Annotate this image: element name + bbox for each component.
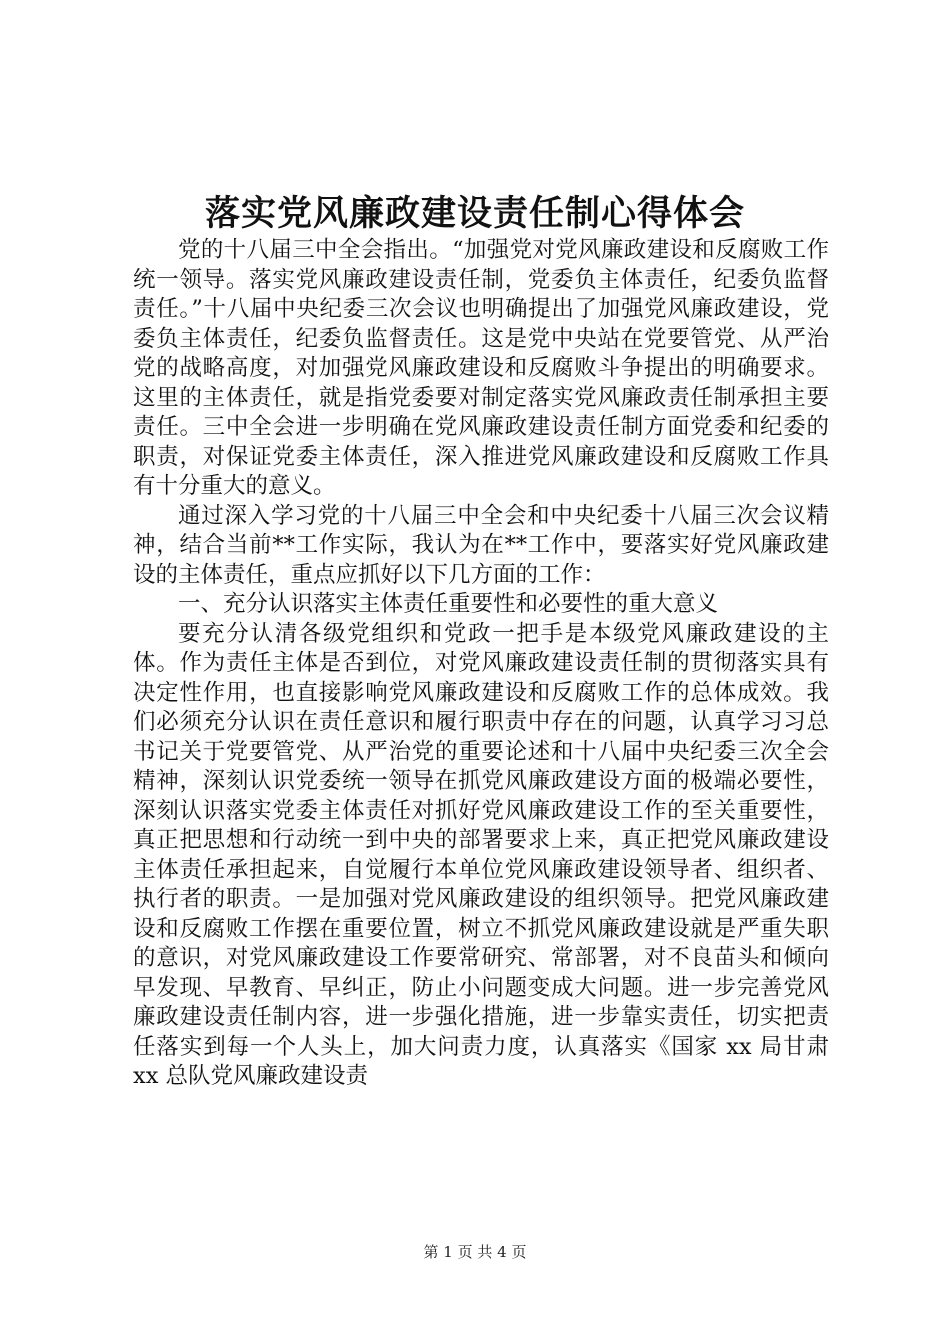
paragraph: 要充分认清各级党组织和党政一把手是本级党风廉政建设的主体。作为责任主体是否到位，对党风廉政建设责任制的贯彻落实具有决定性作用，也直接影响党风廉政建设和反腐败工作的总体成效。我们必须充分认识在责任意识和履行职责中存在的问题，认真学习习总书记关于党要管党、从严治党的重要论述和十八届中央纪委三次全会精神，深刻认识党委统一领导在抓党风廉政建设方面的极端必要性，深刻认识落实党委主体责任对抓好党风廉政建设工作的至关重要性，真正把思想和行动统一到中央的部署要求上来，真正把党风廉政建设主体责任承担起来，自觉履行本单位党风廉政建设领导者、组织者、执行者的职责。一是加强对党风廉政建设的组织领导。把党风廉政建设和反腐败工作摆在重要位置，树立不抓党风廉政建设就是严重失职的意识，对党风廉政建设工作要常研究、常部署，对不良苗头和倾向早发现、早教育、早纠正，防止小问题变成大问题。进一步完善党风廉政建设责任制内容，进一步强化措施，进一步靠实责任，切实把责任落实到每一个人头上，加大问责力度，认真落实《国家 xx 局甘肃 xx 总队党风廉政建设责: [133, 620, 829, 1089]
section-heading: 一、充分认识落实主体责任重要性和必要性的重大意义: [178, 591, 719, 617]
document-title: 落实党风廉政建设责任制心得体会: [204, 193, 745, 234]
paragraph: 通过深入学习党的十八届三中全会和中央纪委十八届三次会议精神，结合当前**工作实际，我认为在**工作中，要落实好党风廉政建设的主体责任，重点应抓好以下几方面的工作：: [133, 502, 829, 588]
document-body: [133, 236, 829, 1092]
page-number-footer: 第 1 页 共 4 页: [423, 1243, 527, 1261]
paragraph: 党的十八届三中全会指出。“加强党对党风廉政建设和反腐败工作统一领导。落实党风廉政建设责任制，党委负主体责任，纪委负监督责任。”十八届中央纪委三次会议也明确提出了加强党风廉政建设，党委负主体责任，纪委负监督责任。这是党中央站在党要管党、从严治党的战略高度，对加强党风廉政建设和反腐败斗争提出的明确要求。这里的主体责任，就是指党委要对制定落实党风廉政责任制承担主要责任。三中全会进一步明确在党风廉政建设责任制方面党委和纪委的职责，对保证党委主体责任，深入推进党风廉政建设和反腐败工作具有十分重大的意义。: [133, 237, 829, 499]
